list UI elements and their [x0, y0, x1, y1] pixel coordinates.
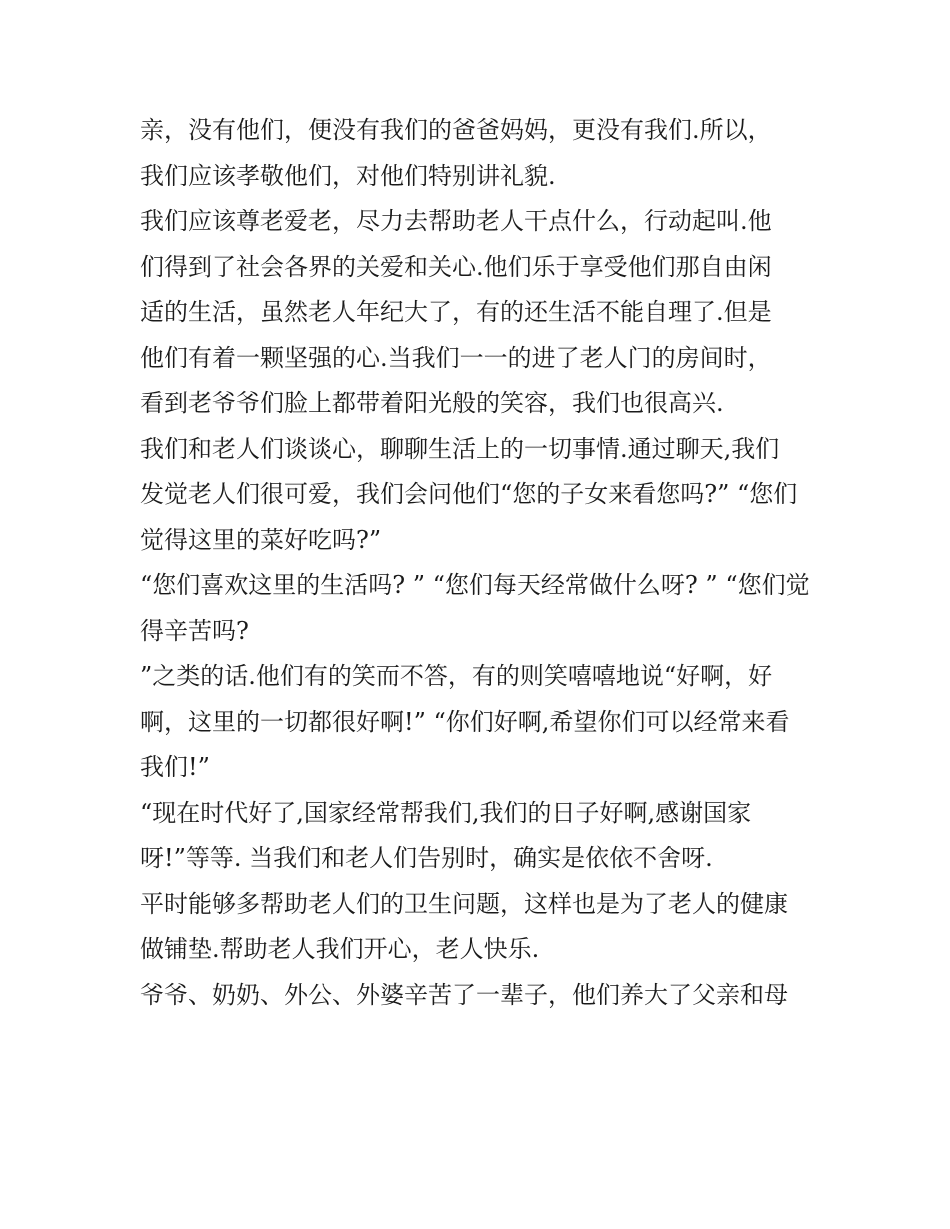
text-line: 我们应该孝敬他们，对他们特别讲礼貌.	[140, 161, 556, 190]
text-line: “现在时代好了,国家经常帮我们,我们的日子好啊,感谢国家	[140, 798, 752, 827]
text-line: ”之类的话.他们有的笑而不答，有的则笑嘻嘻地说“好啊，好	[140, 662, 773, 690]
text-line: 他们有着一颗坚强的心.当我们一一的进了老人门的房间时，	[140, 343, 772, 372]
text-line: 爷爷、奶奶、外公、外婆辛苦了一辈子，他们养大了父亲和母	[140, 980, 788, 1009]
text-line: 啊，这里的一切都很好啊!” “你们好啊,希望你们可以经常来看	[140, 707, 790, 736]
text-line: “您们喜欢这里的生活吗? ” “您们每天经常做什么呀? ” “您们觉	[140, 571, 810, 599]
text-line: 得辛苦吗?	[140, 616, 249, 645]
text-line: 我们和老人们谈谈心，聊聊生活上的一切事情.通过聊天,我们	[140, 434, 780, 463]
text-line: 们得到了社会各界的关爱和关心.他们乐于享受他们那自由闲	[140, 252, 772, 281]
text-line: 呀!”等等. 当我们和老人们告别时，确实是依依不舍呀.	[140, 844, 713, 872]
text-line: 亲，没有他们，便没有我们的爸爸妈妈，更没有我们.所以，	[140, 116, 772, 144]
text-line: 发觉老人们很可爱，我们会问他们“您的子女来看您吗?” “您们	[140, 480, 798, 508]
text-line: 觉得这里的菜好吃吗?”	[140, 525, 382, 554]
text-line: 看到老爷爷们脸上都带着阳光般的笑容，我们也很高兴.	[140, 389, 724, 417]
text-line: 我们应该尊老爱老，尽力去帮助老人干点什么，行动起叫.他	[140, 207, 772, 235]
text-line: 做铺垫.帮助老人我们开心，老人快乐.	[140, 935, 540, 963]
body-text	[140, 108, 830, 1018]
text-line: 适的生活，虽然老人年纪大了，有的还生活不能自理了.但是	[140, 298, 772, 326]
text-line: 我们!”	[140, 753, 210, 781]
text-line: 平时能够多帮助老人们的卫生问题，这样也是为了老人的健康	[140, 889, 788, 918]
